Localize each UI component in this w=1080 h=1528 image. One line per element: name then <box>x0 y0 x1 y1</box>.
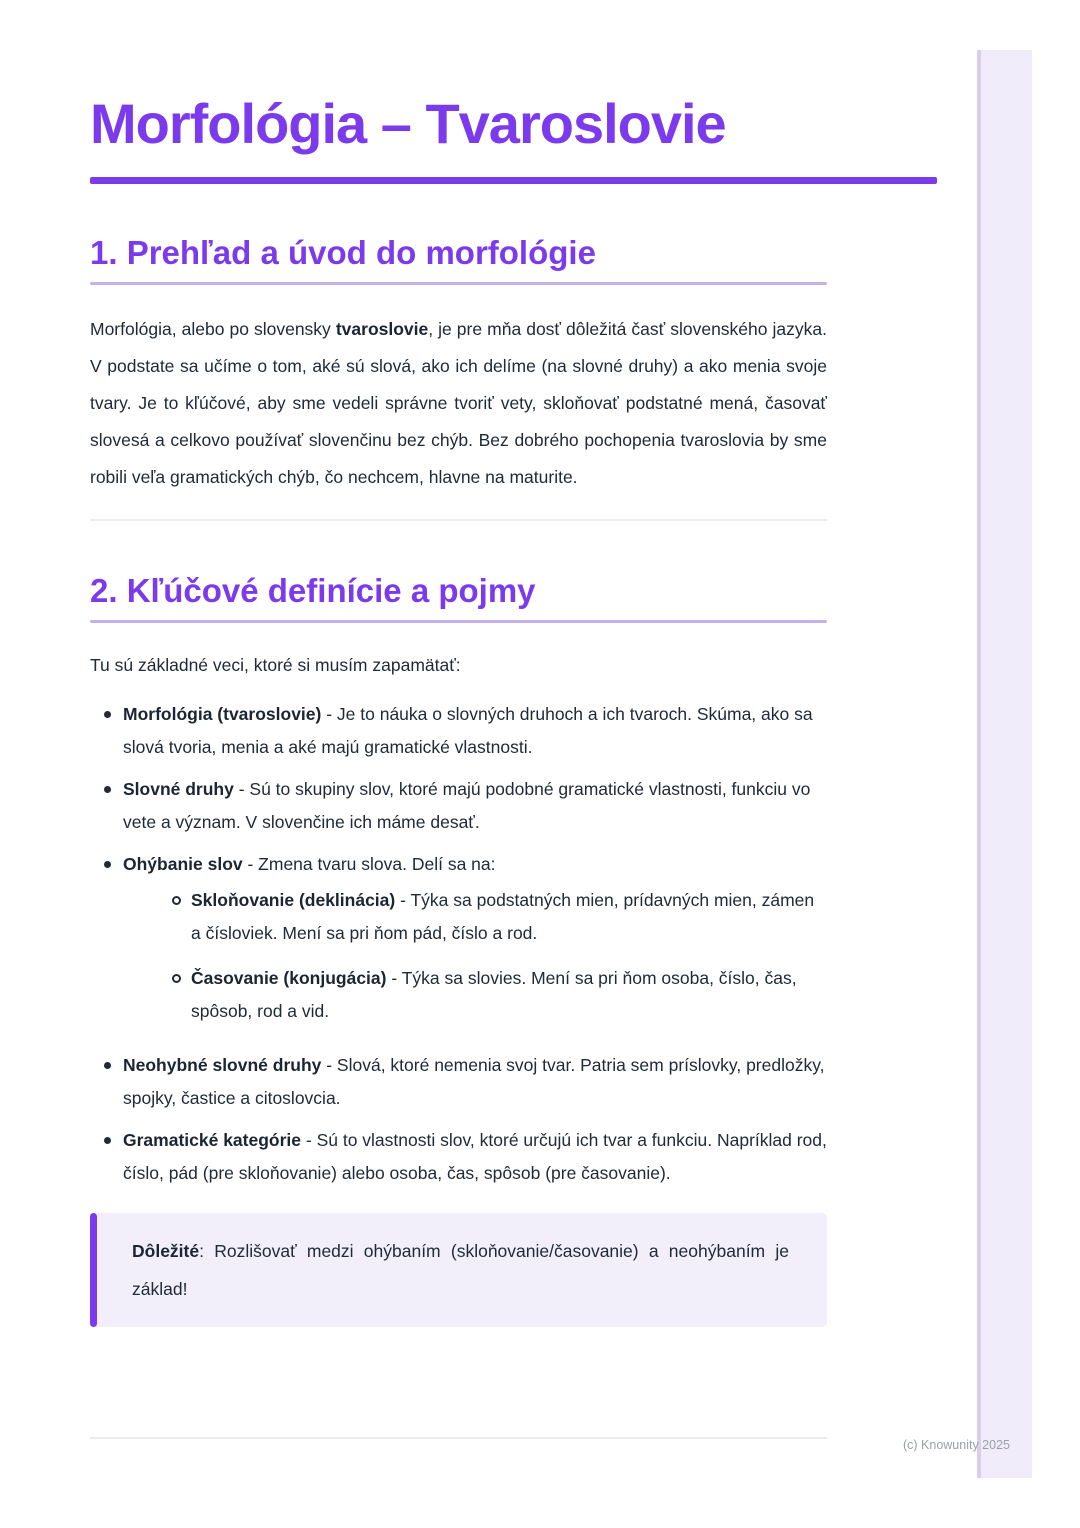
term-label: Slovné druhy <box>123 779 234 799</box>
list-item <box>90 698 827 764</box>
section-divider <box>90 519 827 521</box>
section-2-heading: 2. Kľúčové definície a pojmy <box>90 572 536 609</box>
section-2-underline <box>90 620 827 623</box>
term-description: - Týka sa slovies. Mení sa pri ňom osoba, číslo, čas, spôsob, rod a vid. <box>191 968 797 1021</box>
term-label: Morfológia (tvaroslovie) <box>123 704 322 724</box>
sub-list <box>123 884 827 1028</box>
section-2-intro: Tu sú základné veci, ktoré si musím zapamätať: <box>90 655 461 675</box>
sub-list-item <box>123 962 827 1028</box>
term-label: Časovanie (konjugácia) <box>191 968 387 988</box>
term-label: Skloňovanie (deklinácia) <box>191 890 396 910</box>
section-1-underline <box>90 282 827 285</box>
list-item <box>90 773 827 839</box>
title-rule <box>90 177 937 184</box>
important-callout <box>90 1213 827 1327</box>
list-item <box>90 1049 827 1115</box>
paragraph-bold-word: tvaroslovie <box>335 319 429 339</box>
definitions-list <box>90 698 827 1190</box>
term-description: - Zmena tvaru slova. Delí sa na: <box>242 854 496 874</box>
term-description: - Sú to skupiny slov, ktoré majú podobné gramatické vlastnosti, funkciu vo vete a význam. V slovenčine ich máme desať. <box>123 779 811 832</box>
term-label: Ohýbanie slov <box>123 854 243 874</box>
term-description: - Slová, ktoré nemenia svoj tvar. Patria sem príslovky, predložky, spojky, častice a citoslovcia. <box>123 1055 825 1108</box>
list-item <box>90 848 827 1028</box>
callout-text: : Rozlišovať medzi ohýbaním (skloňovanie/časovanie) a neohýbaním je základ! <box>132 1241 789 1299</box>
term-description: - Sú to vlastnosti slov, ktoré určujú ich tvar a funkciu. Napríklad rod, číslo, pád (pre skloňovanie) alebo osoba, čas, spôsob (pre časovanie). <box>123 1130 827 1183</box>
side-stripe <box>977 50 1032 1478</box>
copyright-text: (c) Knowunity 2025 <box>902 1438 1010 1452</box>
section-1-heading: 1. Prehľad a úvod do morfológie <box>90 234 596 271</box>
page-title: Morfológia – Tvaroslovie <box>90 92 726 155</box>
intro-paragraph <box>90 311 827 496</box>
list-item <box>90 1124 827 1190</box>
sub-list-item <box>123 884 827 950</box>
term-description: - Je to náuka o slovných druhoch a ich tvaroch. Skúma, ako sa slová tvoria, menia a aké majú gramatické vlastnosti. <box>123 704 813 757</box>
term-label: Gramatické kategórie <box>123 1130 302 1150</box>
paragraph-lead: Morfológia, alebo po slovensky <box>90 319 336 339</box>
document-page <box>90 0 827 1327</box>
term-label: Neohybné slovné druhy <box>123 1055 322 1075</box>
paragraph-rest: , je pre mňa dosť dôležitá časť slovenského jazyka. V podstate sa učíme o tom, aké sú slová, ako ich delíme (na slovné druhy) a ako menia svoje tvary. Je to kľúčové, aby sme vedeli správne tvoriť vety, skloňovať podstatné mená, časovať slovesá a celkovo používať slovenčinu bez chýb. Bez dobrého pochopenia tvaroslovia by sme robili veľa gramatických chýb, čo nechcem, hlavne na maturite. <box>90 319 828 487</box>
term-description: - Týka sa podstatných mien, prídavných mien, zámen a čísloviek. Mení sa pri ňom pád, číslo a rod. <box>191 890 815 943</box>
callout-label: Dôležité <box>132 1241 200 1261</box>
